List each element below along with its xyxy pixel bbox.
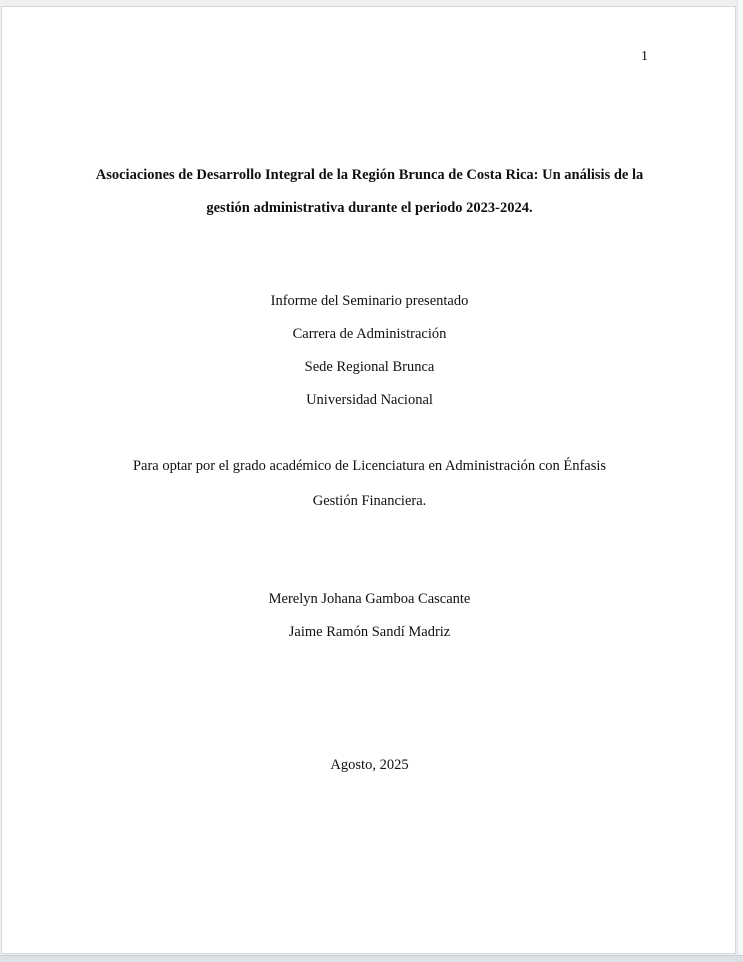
report-line-1: Informe del Seminario presentado — [270, 293, 469, 309]
report-line-2: Carrera de Administración — [292, 326, 447, 342]
document-title — [2, 159, 737, 225]
degree-line-2: Gestión Financiera. — [312, 493, 427, 509]
report-line-4: Universidad Nacional — [306, 392, 433, 408]
scrollbar[interactable] — [737, 0, 743, 962]
document-page — [1, 6, 736, 954]
author-1: Merelyn Johana Gamboa Cascante — [268, 591, 471, 607]
page-number: 1 — [641, 49, 648, 64]
title-line-1: Asociaciones de Desarrollo Integral de la Región Brunca de Costa Rica: Un análisis de la — [95, 167, 644, 183]
title-line-2: gestión administrativa durante el periodo 2023-2024. — [206, 200, 533, 216]
report-line-3: Sede Regional Brunca — [304, 359, 435, 375]
degree-line-1: Para optar por el grado académico de Licenciatura en Administración con Énfasis — [132, 458, 607, 474]
author-2: Jaime Ramón Sandí Madriz — [288, 624, 451, 640]
document-date: Agosto, 2025 — [330, 757, 409, 773]
bottom-bar — [0, 955, 743, 962]
